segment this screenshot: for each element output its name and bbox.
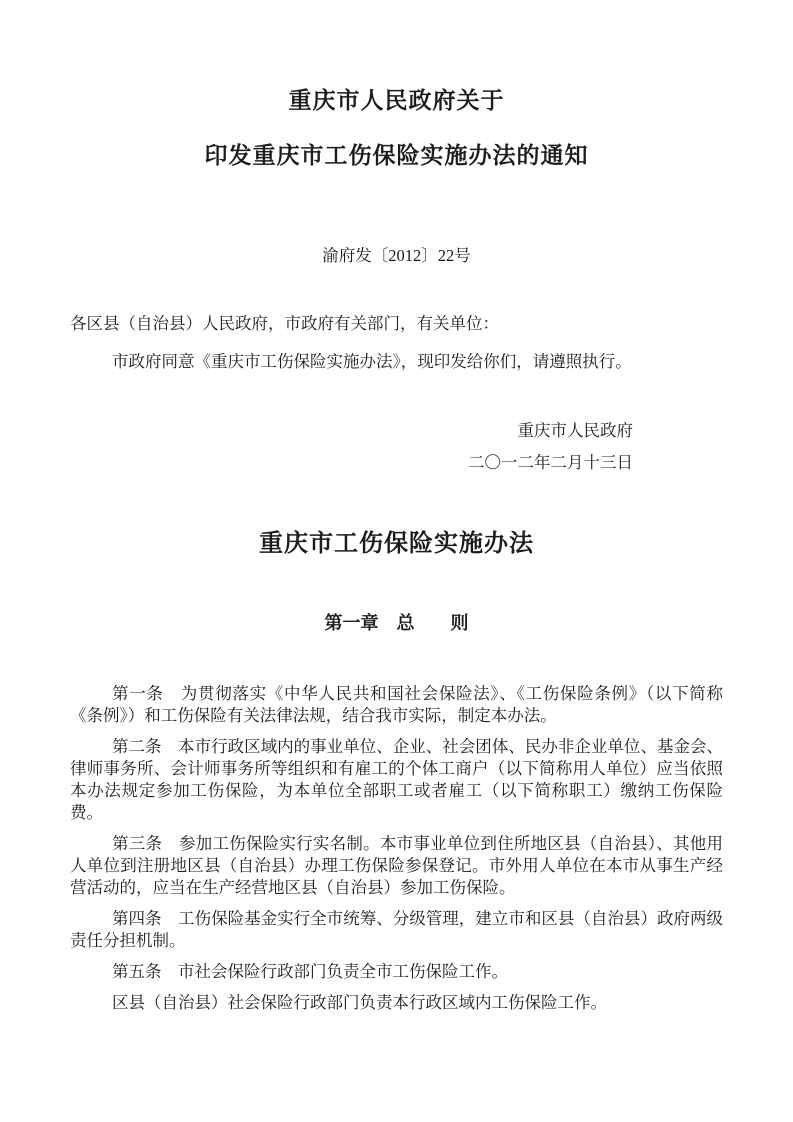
measures-title: 重庆市工伤保险实施办法 — [259, 531, 534, 557]
article-5-paragraph-2: 区县（自治县）社会保险行政部门负责本行政区域内工伤保险工作。 — [112, 993, 607, 1012]
article-5: 第五条 市社会保险行政部门负责全市工伤保险工作。 — [112, 962, 508, 981]
salutation: 各区县（自治县）人民政府，市政府有关部门，有关单位： — [70, 314, 499, 333]
articles-section — [70, 683, 723, 1014]
article-1: 第一条 为贯彻落实《中华人民共和国社会保险法》、《工伤保险条例》（以下简称《条例》）和工伤保险有关法律法规，结合我市实际，制定本办法。 — [70, 684, 723, 725]
notice-body-paragraph: 市政府同意《重庆市工伤保险实施办法》，现印发给你们，请遵照执行。 — [112, 352, 632, 371]
signature-date: 二〇一二年二月十三日 — [468, 453, 633, 472]
article-4: 第四条 工伤保险基金实行全市统筹、分级管理，建立市和区县（自治县）政府两级责任分担机制。 — [70, 909, 723, 950]
notice-title-line2: 印发重庆市工伤保险实施办法的通知 — [204, 143, 589, 168]
chapter-1-heading: 第一章 总 则 — [324, 613, 469, 633]
signature-block — [70, 420, 723, 474]
signature-organization: 重庆市人民政府 — [517, 421, 633, 440]
document-number: 渝府发〔2012〕22号 — [322, 246, 471, 265]
article-2: 第二条 本市行政区域内的事业单位、企业、社会团体、民办非企业单位、基金会、律师事务所、会计师事务所等组织和有雇工的个体工商户（以下简称用人单位）应当依照本办法规定参加工伤保险，为本单位全部职工或者雇工（以下简称职工）缴纳工伤保险费。 — [70, 737, 723, 822]
article-3: 第三条 参加工伤保险实行实名制。本市事业单位到住所地区县（自治县）、其他用人单位到注册地区县（自治县）办理工伤保险参保登记。市外用人单位在本市从事生产经营活动的，应当在生产经营地区县（自治县）参加工伤保险。 — [70, 834, 723, 897]
notice-title-line1: 重庆市人民政府关于 — [288, 88, 505, 113]
